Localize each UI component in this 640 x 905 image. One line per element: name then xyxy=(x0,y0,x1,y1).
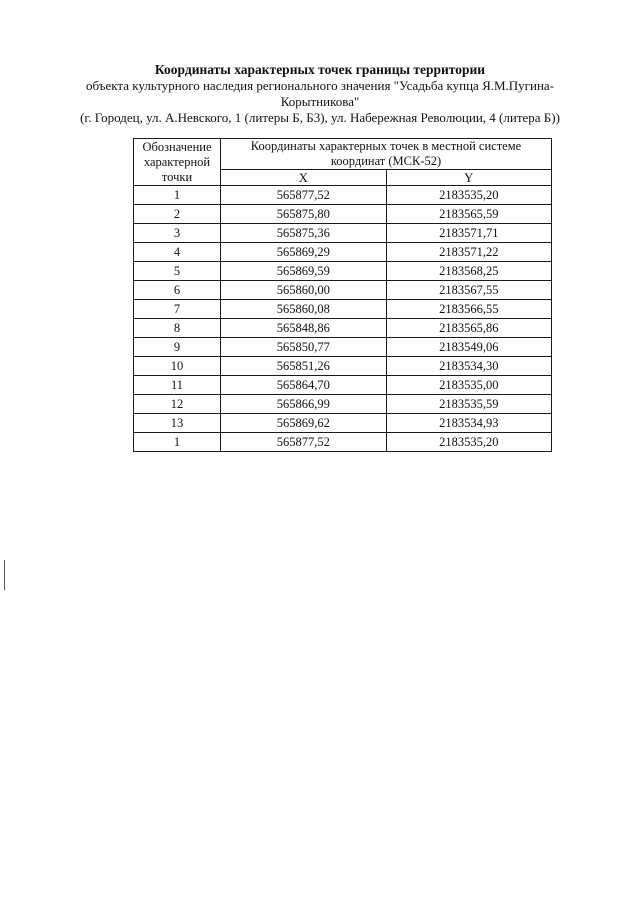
scan-edge-mark xyxy=(4,560,5,590)
cell-x: 565869,29 xyxy=(221,243,387,262)
table-row xyxy=(134,433,552,452)
cell-y: 2183571,71 xyxy=(386,224,552,243)
table-row xyxy=(134,376,552,395)
table-row xyxy=(134,224,552,243)
document-subtitle-line-3: (г. Городец, ул. А.Невского, 1 (литеры Б, Б3), ул. Набережная Революции, 4 (литера Б)) xyxy=(80,110,560,125)
cell-point: 12 xyxy=(134,395,221,414)
cell-y: 2183535,20 xyxy=(386,433,552,452)
table-row xyxy=(134,243,552,262)
cell-x: 565860,00 xyxy=(221,281,387,300)
document-title: Координаты характерных точек границы территории xyxy=(154,62,486,77)
cell-y: 2183535,20 xyxy=(386,186,552,205)
cell-y: 2183571,22 xyxy=(386,243,552,262)
table-row xyxy=(134,186,552,205)
header-x: X xyxy=(221,170,387,186)
table-row xyxy=(134,338,552,357)
cell-y: 2183566,55 xyxy=(386,300,552,319)
cell-x: 565877,52 xyxy=(221,433,387,452)
cell-x: 565877,52 xyxy=(221,186,387,205)
header-point-designation xyxy=(134,139,221,186)
cell-point: 8 xyxy=(134,319,221,338)
cell-point: 1 xyxy=(134,186,221,205)
cell-point: 4 xyxy=(134,243,221,262)
cell-y: 2183549,06 xyxy=(386,338,552,357)
cell-x: 565875,80 xyxy=(221,205,387,224)
header-point-line-1: Обозначение xyxy=(142,139,212,154)
cell-y: 2183565,86 xyxy=(386,319,552,338)
table-row xyxy=(134,281,552,300)
cell-y: 2183535,00 xyxy=(386,376,552,395)
cell-point: 1 xyxy=(134,433,221,452)
cell-y: 2183534,30 xyxy=(386,357,552,376)
cell-point: 7 xyxy=(134,300,221,319)
cell-y: 2183534,93 xyxy=(386,414,552,433)
cell-y: 2183535,59 xyxy=(386,395,552,414)
table-row xyxy=(134,319,552,338)
table-row xyxy=(134,357,552,376)
cell-point: 13 xyxy=(134,414,221,433)
cell-x: 565875,36 xyxy=(221,224,387,243)
cell-x: 565860,08 xyxy=(221,300,387,319)
cell-x: 565848,86 xyxy=(221,319,387,338)
cell-x: 565864,70 xyxy=(221,376,387,395)
header-coordinates-line-2: координат (МСК-52) xyxy=(330,154,442,168)
table-row xyxy=(134,414,552,433)
table-row xyxy=(134,395,552,414)
cell-y: 2183568,25 xyxy=(386,262,552,281)
header-coordinates xyxy=(221,139,552,170)
header-coordinates-line-1: Координаты характерных точек в местной системе xyxy=(250,139,522,153)
header-point-line-2: характерной xyxy=(143,154,211,169)
table-row xyxy=(134,262,552,281)
document-subtitle-line-1: объекта культурного наследия регионального значения "Усадьба купца Я.М.Пугина- xyxy=(85,78,555,93)
coordinates-table-body xyxy=(134,186,552,452)
table-row xyxy=(134,300,552,319)
cell-x: 565869,59 xyxy=(221,262,387,281)
cell-x: 565851,26 xyxy=(221,357,387,376)
header-point-line-3: точки xyxy=(161,169,193,184)
table-row xyxy=(134,205,552,224)
cell-point: 2 xyxy=(134,205,221,224)
cell-point: 10 xyxy=(134,357,221,376)
coordinates-table xyxy=(133,138,552,452)
cell-y: 2183567,55 xyxy=(386,281,552,300)
cell-point: 5 xyxy=(134,262,221,281)
cell-x: 565869,62 xyxy=(221,414,387,433)
cell-point: 11 xyxy=(134,376,221,395)
cell-point: 3 xyxy=(134,224,221,243)
document-subtitle-line-2: Корытникова" xyxy=(280,94,360,109)
cell-y: 2183565,59 xyxy=(386,205,552,224)
document-heading xyxy=(0,62,640,126)
cell-point: 9 xyxy=(134,338,221,357)
cell-x: 565866,99 xyxy=(221,395,387,414)
cell-x: 565850,77 xyxy=(221,338,387,357)
header-y: Y xyxy=(386,170,552,186)
cell-point: 6 xyxy=(134,281,221,300)
